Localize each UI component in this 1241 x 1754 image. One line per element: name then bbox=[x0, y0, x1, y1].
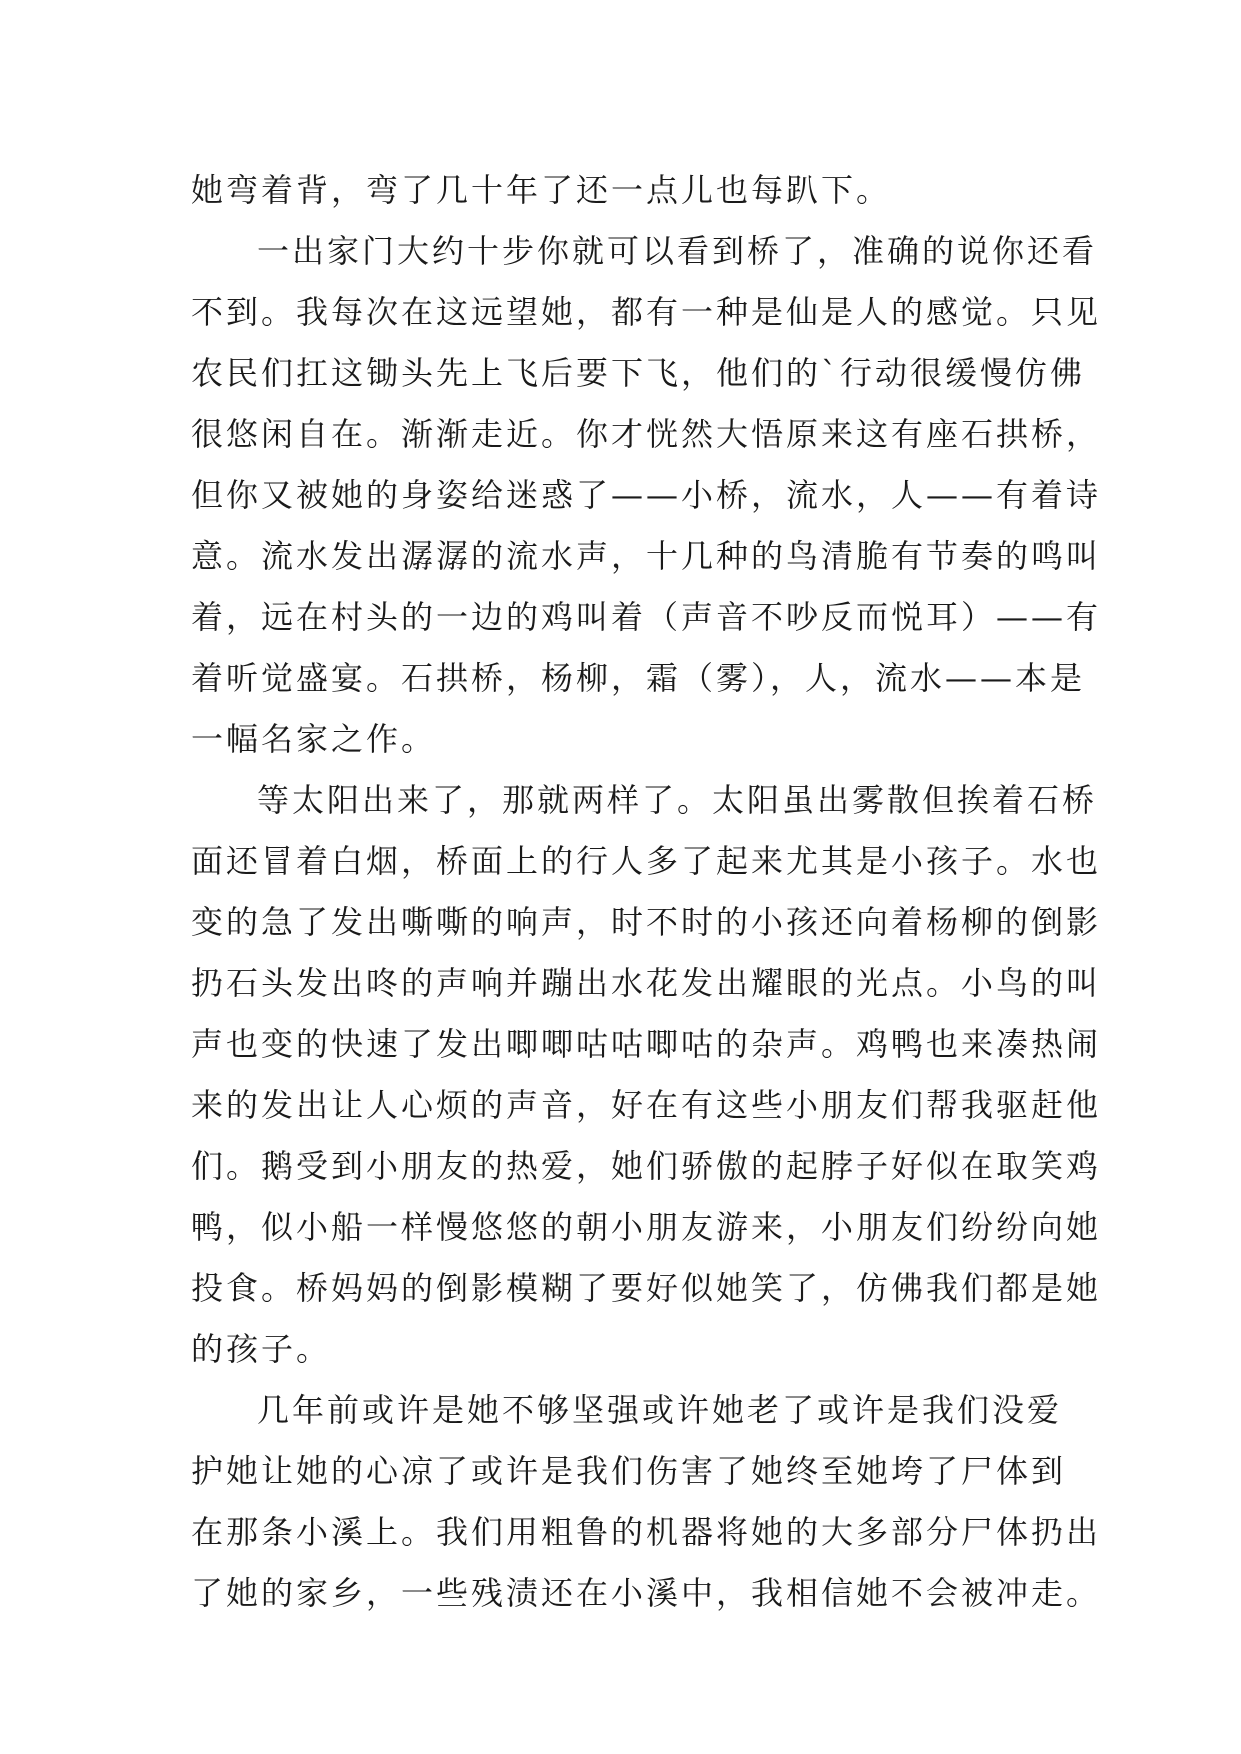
document-body bbox=[191, 160, 1102, 1624]
text-line: 护她让她的心凉了或许是我们伤害了她终至她垮了尸体到 bbox=[191, 1452, 1067, 1490]
text-line: 来的发出让人心烦的声音，好在有这些小朋友们帮我驱赶他 bbox=[191, 1086, 1102, 1124]
text-line: 了她的家乡，一些残渍还在小溪中，我相信她不会被冲走。 bbox=[191, 1574, 1102, 1612]
text-line: 着听觉盛宴。石拱桥，杨柳，霜（雾），人，流水——本是 bbox=[191, 659, 1086, 697]
text-line: 一幅名家之作。 bbox=[191, 720, 437, 758]
text-line: 面还冒着白烟，桥面上的行人多了起来尤其是小孩子。水也 bbox=[191, 842, 1102, 880]
text-line: 的孩子。 bbox=[191, 1330, 332, 1368]
text-line: 她弯着背，弯了几十年了还一点儿也每趴下。 bbox=[191, 171, 892, 209]
text-line: 农民们扛这锄头先上飞后要下飞，他们的`行动很缓慢仿佛 bbox=[191, 354, 1086, 392]
text-line: 不到。我每次在这远望她，都有一种是仙是人的感觉。只见 bbox=[191, 293, 1102, 331]
text-line: 变的急了发出嘶嘶的响声，时不时的小孩还向着杨柳的倒影 bbox=[191, 903, 1102, 941]
text-line: 意。流水发出潺潺的流水声，十几种的鸟清脆有节奏的鸣叫 bbox=[191, 537, 1102, 575]
text-line: 着，远在村头的一边的鸡叫着（声音不吵反而悦耳）——有 bbox=[191, 598, 1102, 636]
text-line: 在那条小溪上。我们用粗鲁的机器将她的大多部分尸体扔出 bbox=[191, 1513, 1102, 1551]
paragraph-first-line: 等太阳出来了，那就两样了。太阳虽出雾散但挨着石桥 bbox=[257, 781, 1098, 819]
text-line: 们。鹅受到小朋友的热爱，她们骄傲的起脖子好似在取笑鸡 bbox=[191, 1147, 1102, 1185]
text-line: 但你又被她的身姿给迷惑了——小桥，流水，人——有着诗 bbox=[191, 476, 1102, 514]
text-line: 扔石头发出咚的声响并蹦出水花发出耀眼的光点。小鸟的叫 bbox=[191, 964, 1102, 1002]
text-line: 投食。桥妈妈的倒影模糊了要好似她笑了，仿佛我们都是她 bbox=[191, 1269, 1102, 1307]
paragraph-first-line: 一出家门大约十步你就可以看到桥了，准确的说你还看 bbox=[257, 232, 1098, 270]
paragraph-first-line: 几年前或许是她不够坚强或许她老了或许是我们没爱 bbox=[257, 1391, 1063, 1429]
text-line: 声也变的快速了发出唧唧咕咕唧咕的杂声。鸡鸭也来凑热闹 bbox=[191, 1025, 1102, 1063]
text-line: 鸭，似小船一样慢悠悠的朝小朋友游来，小朋友们纷纷向她 bbox=[191, 1208, 1102, 1246]
text-line: 很悠闲自在。渐渐走近。你才恍然大悟原来这有座石拱桥， bbox=[191, 415, 1102, 453]
